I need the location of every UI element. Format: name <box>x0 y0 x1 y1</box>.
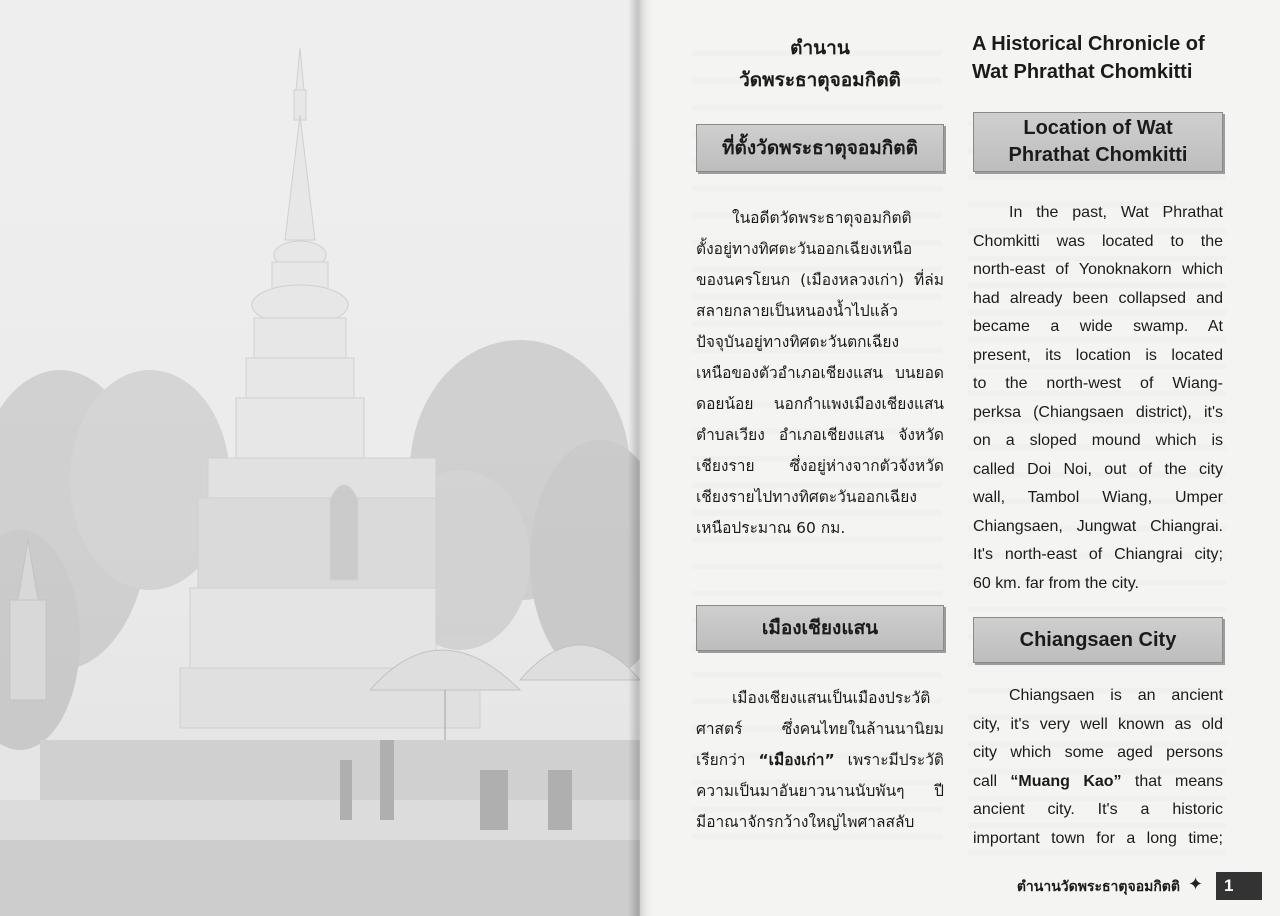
thai-line: เชียงราย ซึ่งอยู่ห่างจากตัวจังหวัด <box>696 457 944 475</box>
english-section1-heading <box>973 112 1223 172</box>
english-section1-paragraph <box>973 199 1223 598</box>
thai-line: ดอยน้อย นอกกำแพงเมืองเชียงแสน <box>696 395 944 413</box>
english-section1-heading-line1: Location of Wat <box>1023 117 1173 139</box>
english-line: on a sloped mound which is <box>973 432 1223 449</box>
thai-line: ตั้งอยู่ทางทิศตะวันออกเฉียงเหนือ <box>696 240 913 258</box>
english-section1-heading-line2: Phrathat Chomkitti <box>1008 144 1188 166</box>
english-line: Chomkitti was located to the <box>973 232 1223 250</box>
thai-line <box>696 745 944 776</box>
thai-line: ความเป็นมาอันยาวนานนับพันๆ ปี <box>696 782 944 800</box>
english-line: ancient city. It's a historic <box>973 801 1223 818</box>
thai-bold-term: “เมืองเก่า” <box>758 751 835 769</box>
thai-line: ของนครโยนก (เมืองหลวงเก่า) ที่ล่ม <box>696 271 944 289</box>
english-text: that means <box>1121 772 1224 790</box>
english-line: Chiangsaen is an ancient <box>1009 687 1223 704</box>
thai-line: มีอาณาจักรกว้างใหญ่ไพศาลสลับ <box>696 813 915 831</box>
thai-line: สลายกลายเป็นหนองน้ำไปแล้ว <box>696 302 898 320</box>
thai-section2-paragraph <box>696 683 944 838</box>
thai-line: ปัจจุบันอยู่ทางทิศตะวันตกเฉียง <box>696 333 900 351</box>
english-title-line1: A Historical Chronicle of <box>972 33 1205 55</box>
thai-section1-paragraph <box>696 203 944 544</box>
thai-title-line2: วัดพระธาตุจอมกิตติ <box>739 69 901 91</box>
thai-line: เหนือประมาณ 60 กม. <box>696 519 846 537</box>
thai-section1-heading <box>696 124 944 172</box>
english-title <box>972 30 1228 86</box>
english-line: In the past, Wat Phrathat <box>1009 204 1223 221</box>
english-title-line2: Wat Phrathat Chomkitti <box>972 61 1193 83</box>
english-line: north-east of Yonoknakorn which <box>973 261 1223 278</box>
four-point-star-icon: ✦ <box>1188 874 1204 895</box>
thai-line: ศาสตร์ ซึ่งคนไทยในล้านนานิยม <box>696 720 944 738</box>
running-footer-title: ตำนานวัดพระธาตุจอมกิตติ <box>1016 879 1180 895</box>
thai-line: เมืองเชียงแสนเป็นเมืองประวัติ <box>732 689 931 707</box>
english-line: perksa (Chiangsaen district), it's <box>973 403 1223 421</box>
english-section2-heading-text: Chiangsaen City <box>1019 628 1177 651</box>
english-line: became a wide swamp. At <box>973 318 1223 335</box>
english-line: to the north-west of Wiang- <box>973 375 1223 392</box>
english-text: call <box>973 772 1011 790</box>
english-line <box>973 768 1223 797</box>
english-line: important town for a long time; <box>973 829 1223 847</box>
english-section2-heading <box>973 617 1223 663</box>
thai-text: เพราะมีประวัติ <box>834 751 944 769</box>
english-line: city which some aged persons <box>973 744 1223 761</box>
page-number: 1 <box>1216 872 1262 900</box>
english-line: called Doi Noi, out of the city <box>973 460 1223 478</box>
thai-section2-heading-text: เมืองเชียงแสน <box>761 617 879 639</box>
english-line: It's north-east of Chiangrai city; <box>973 546 1223 563</box>
thai-line: เหนือของตัวอำเภอเชียงแสน บนยอด <box>696 364 944 382</box>
english-line: had already been collapsed and <box>973 289 1223 307</box>
english-line: 60 km. far from the city. <box>973 574 1139 592</box>
thai-line: เชียงรายไปทางทิศตะวันออกเฉียง <box>696 488 917 506</box>
english-section2-paragraph <box>973 682 1223 853</box>
thai-text: เรียกว่า <box>696 751 759 769</box>
thai-title <box>696 32 944 96</box>
english-line: present, its location is located <box>973 346 1223 364</box>
english-line: city, it's very well known as old <box>973 715 1223 733</box>
book-gutter <box>628 0 652 916</box>
english-line: wall, Tambol Wiang, Umper <box>973 489 1223 506</box>
thai-section2-heading <box>696 605 944 651</box>
thai-line: ตำบลเวียง อำเภอเชียงแสน จังหวัด <box>696 426 944 444</box>
thai-line: ในอดีตวัดพระธาตุจอมกิตติ <box>732 209 912 227</box>
english-line: Chiangsaen, Jungwat Chiangrai. <box>973 517 1223 535</box>
english-bold-term: “Muang Kao” <box>1010 772 1122 790</box>
thai-title-line1: ตำนาน <box>790 37 850 59</box>
thai-section1-heading-text: ที่ตั้งวัดพระธาตุจอมกิตติ <box>722 137 918 159</box>
